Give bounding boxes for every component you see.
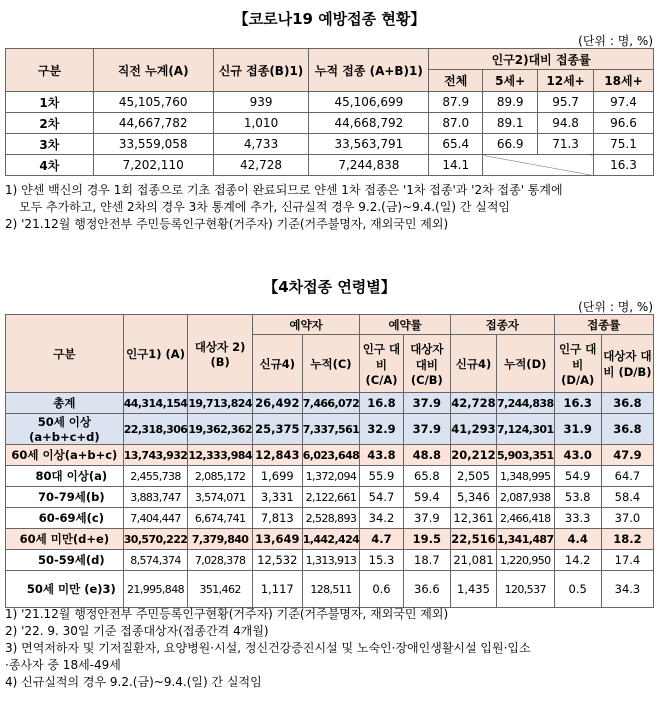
cell: 44,667,782: [93, 113, 213, 134]
cell: 7,202,110: [93, 155, 213, 176]
row-label: 2차: [6, 113, 94, 134]
cell-rc: 128,511: [302, 571, 360, 608]
cell-rc: 2,528,893: [302, 508, 360, 529]
cell-rc: 1,372,094: [302, 466, 360, 487]
cell-vc: 1,341,487: [496, 529, 554, 550]
note-line: 1) '21.12월 행정안전부 주민등록인구현황(거주자) 기준(거주불명자, 재외국민 제외): [5, 607, 449, 621]
header-db: 대상자 대비 (D/B): [601, 335, 653, 393]
cell-vn: 1,435: [451, 571, 497, 608]
cell-vn: 21,081: [451, 550, 497, 571]
cell: 33,563,791: [309, 134, 429, 155]
cell-vda: 53.8: [554, 487, 601, 508]
cell: 65.4: [429, 134, 483, 155]
cell: 33,559,058: [93, 134, 213, 155]
table1-unit: (단위 : 명, %): [578, 34, 653, 48]
cell-vda: 33.3: [554, 508, 601, 529]
cell-vda: 4.4: [554, 529, 601, 550]
table-row: [6, 550, 654, 571]
cell: 66.9: [483, 134, 538, 155]
cell-rc: 7,466,072: [302, 393, 360, 414]
cell-vda: 0.5: [554, 571, 601, 608]
cell-pop: 44,314,154: [123, 393, 188, 414]
table-row: [6, 529, 654, 550]
header-ca: 인구 대비 (C/A): [360, 335, 403, 393]
cell-rcb: 19.5: [403, 529, 450, 550]
header-category: 구분: [6, 49, 94, 92]
row-label: 총계: [6, 393, 124, 414]
table-row: [6, 445, 654, 466]
cell-rn: 1,699: [252, 466, 302, 487]
header-new: 신규4): [252, 335, 302, 393]
row-label: 50세 미만 (e)3): [6, 571, 124, 608]
cell-rca: 32.9: [360, 414, 403, 445]
header-cum-c: 누적(C): [302, 335, 360, 393]
note-line: 1) 얀센 백신의 경우 1회 접종으로 기초 접종이 완료되므로 얀센 1차 접종은 '1차 접종'과 '2차 접종' 통계에: [5, 183, 563, 197]
cell-vdb: 64.7: [601, 466, 653, 487]
row-label: 1차: [6, 92, 94, 113]
cell-rc: 7,337,561: [302, 414, 360, 445]
header-pop: 인구1) (A): [123, 315, 188, 393]
header-category: 구분: [6, 315, 124, 393]
header-new: 신규 접종(B)1): [213, 49, 309, 92]
cell-rn: 7,813: [252, 508, 302, 529]
cell-vc: 2,087,938: [496, 487, 554, 508]
cell: 45,105,760: [93, 92, 213, 113]
cell-pop: 7,404,447: [123, 508, 188, 529]
cell-vda: 14.2: [554, 550, 601, 571]
cell: 44,668,792: [309, 113, 429, 134]
row-label: 50-59세(d): [6, 550, 124, 571]
header-prev-cum: 직전 누계(A): [93, 49, 213, 92]
cell-rcb: 48.8: [403, 445, 450, 466]
note-line: 2) '21.12월 행정안전부 주민등록인구현황(거주자) 기준(거주불명자, 재외국민 제외): [5, 217, 449, 231]
cell-tgt: 2,085,172: [188, 466, 253, 487]
table-row: [6, 414, 654, 445]
note-line: ·종사자 중 18세-49세: [5, 658, 121, 672]
cell-vdb: 34.3: [601, 571, 653, 608]
cell-rcb: 37.9: [403, 393, 450, 414]
cell: 4,733: [213, 134, 309, 155]
cell-rn: 12,843: [252, 445, 302, 466]
cell-rca: 15.3: [360, 550, 403, 571]
header-sub-5: 5세+: [483, 70, 538, 92]
cell: 75.1: [594, 134, 654, 155]
cell: 14.1: [429, 155, 483, 176]
cell-vn: 5,346: [451, 487, 497, 508]
note-line: 2) '22. 9. 30일 기준 접종대상자(접종간격 4개월): [5, 624, 269, 638]
cell-rn: 25,375: [252, 414, 302, 445]
cell-vdb: 17.4: [601, 550, 653, 571]
note-line: 모두 추가하고, 얀센 2차의 경우 3차 통계에 추가, 신규실적 경우 9.2.(금)~9.4.(일) 간 실적임: [19, 200, 511, 214]
header-vacc: 접종자: [451, 315, 555, 335]
table-row: [6, 155, 654, 176]
cell-vc: 5,903,351: [496, 445, 554, 466]
cell-rn: 1,117: [252, 571, 302, 608]
header-cum: 누적 접종 (A+B)1): [309, 49, 429, 92]
vaccination-status-table: [5, 48, 654, 176]
row-label: 70-79세(b): [6, 487, 124, 508]
cell-rca: 34.2: [360, 508, 403, 529]
cell-vda: 16.3: [554, 393, 601, 414]
row-label: 50세 이상(a+b+c+d): [6, 414, 124, 445]
header-vacc-rate: 접종률: [554, 315, 653, 335]
header-cb: 대상자 대비 (C/B): [403, 335, 450, 393]
cell-vn: 2,505: [451, 466, 497, 487]
cell-vc: 120,537: [496, 571, 554, 608]
header-da: 인구 대비 (D/A): [554, 335, 601, 393]
cell-rcb: 37.9: [403, 508, 450, 529]
cell-pop: 21,995,848: [123, 571, 188, 608]
cell-vda: 54.9: [554, 466, 601, 487]
cell-vda: 43.0: [554, 445, 601, 466]
cell-rca: 0.6: [360, 571, 403, 608]
header-reserv-rate: 예약률: [360, 315, 451, 335]
cell: 95.7: [538, 92, 594, 113]
cell-rn: 13,649: [252, 529, 302, 550]
cell: 939: [213, 92, 309, 113]
cell-vc: 1,348,995: [496, 466, 554, 487]
cell-vc: 1,220,950: [496, 550, 554, 571]
cell-vc: 2,466,418: [496, 508, 554, 529]
cell-rcb: 59.4: [403, 487, 450, 508]
cell-rcb: 65.8: [403, 466, 450, 487]
table-row: [6, 508, 654, 529]
cell-rc: 2,122,661: [302, 487, 360, 508]
cell: 1,010: [213, 113, 309, 134]
cell-vdb: 18.2: [601, 529, 653, 550]
cell-tgt: 3,574,071: [188, 487, 253, 508]
cell: 89.9: [483, 92, 538, 113]
cell: 94.8: [538, 113, 594, 134]
table1-notes: [5, 182, 655, 233]
cell: 71.3: [538, 134, 594, 155]
row-label: 60세 이상(a+b+c): [6, 445, 124, 466]
cell-tgt: 19,362,362: [188, 414, 253, 445]
table-row: [6, 113, 654, 134]
table2-title: 【4차접종 연령별】: [263, 278, 396, 296]
note-line: 4) 신규실적의 경우 9.2.(금)~9.4.(일) 간 실적임: [5, 675, 262, 689]
cell-rcb: 36.6: [403, 571, 450, 608]
cell-vdb: 37.0: [601, 508, 653, 529]
cell-rca: 54.7: [360, 487, 403, 508]
header-sub-all: 전체: [429, 70, 483, 92]
cell-pop: 2,455,738: [123, 466, 188, 487]
cell-vn: 42,728: [451, 393, 497, 414]
cell-vn: 20,212: [451, 445, 497, 466]
header-sub-18: 18세+: [594, 70, 654, 92]
cell-rca: 16.8: [360, 393, 403, 414]
cell: 45,106,699: [309, 92, 429, 113]
cell-rca: 43.8: [360, 445, 403, 466]
cell-rca: 4.7: [360, 529, 403, 550]
cell: 87.0: [429, 113, 483, 134]
cell: 96.6: [594, 113, 654, 134]
cell-vdb: 36.8: [601, 393, 653, 414]
header-new: 신규4): [451, 335, 497, 393]
cell-tgt: 351,462: [188, 571, 253, 608]
header-target: 대상자 2) (B): [188, 315, 253, 393]
cell: 89.1: [483, 113, 538, 134]
table2-unit: (단위 : 명, %): [578, 300, 653, 314]
cell-pop: 8,574,374: [123, 550, 188, 571]
cell-rn: 12,532: [252, 550, 302, 571]
cell-rc: 6,023,648: [302, 445, 360, 466]
cell-vc: 7,244,838: [496, 393, 554, 414]
cell-pop: 22,318,306: [123, 414, 188, 445]
cell-vdb: 58.4: [601, 487, 653, 508]
table-row: [6, 487, 654, 508]
header-pop-rate: 인구2)대비 접종률: [429, 49, 654, 70]
cell-vdb: 36.8: [601, 414, 653, 445]
table-row: [6, 92, 654, 113]
cell-tgt: 6,674,741: [188, 508, 253, 529]
row-label: 80대 이상(a): [6, 466, 124, 487]
cell: 16.3: [594, 155, 654, 176]
row-label: 60세 미만(d+e): [6, 529, 124, 550]
cell: 42,728: [213, 155, 309, 176]
row-label: 60-69세(c): [6, 508, 124, 529]
cell-tgt: 7,028,378: [188, 550, 253, 571]
cell-rcb: 18.7: [403, 550, 450, 571]
cell-rc: 1,313,913: [302, 550, 360, 571]
cell-vc: 7,124,301: [496, 414, 554, 445]
cell-vda: 31.9: [554, 414, 601, 445]
cell-vn: 22,516: [451, 529, 497, 550]
cell-tgt: 12,333,984: [188, 445, 253, 466]
cell-rca: 55.9: [360, 466, 403, 487]
header-sub-12: 12세+: [538, 70, 594, 92]
table1-title: 【코로나19 예방접종 현황】: [233, 10, 426, 28]
header-cum-d: 누적(D): [496, 335, 554, 393]
row-label: 4차: [6, 155, 94, 176]
note-line: 3) 면역저하자 및 기저질환자, 요양병원·시설, 정신건강증진시설 및 노숙인·장애인생활시설 입원·입소: [5, 641, 531, 655]
table-row: [6, 571, 654, 608]
cell: 97.4: [594, 92, 654, 113]
cell: 7,244,838: [309, 155, 429, 176]
cell-pop: 30,570,222: [123, 529, 188, 550]
table-row: [6, 393, 654, 414]
cell-rn: 26,492: [252, 393, 302, 414]
cell-vn: 41,293: [451, 414, 497, 445]
header-reserv: 예약자: [252, 315, 359, 335]
table-row: [6, 466, 654, 487]
cell-vn: 12,361: [451, 508, 497, 529]
cell-rc: 1,442,424: [302, 529, 360, 550]
cell-tgt: 7,379,840: [188, 529, 253, 550]
diagonal-cell: [483, 155, 594, 176]
table2-notes: [5, 606, 655, 691]
cell-pop: 3,883,747: [123, 487, 188, 508]
cell-pop: 13,743,932: [123, 445, 188, 466]
cell: 87.9: [429, 92, 483, 113]
age-group-table: [5, 314, 654, 608]
row-label: 3차: [6, 134, 94, 155]
cell-rn: 3,331: [252, 487, 302, 508]
cell-rcb: 37.9: [403, 414, 450, 445]
table-row: [6, 134, 654, 155]
cell-vdb: 47.9: [601, 445, 653, 466]
cell-tgt: 19,713,824: [188, 393, 253, 414]
